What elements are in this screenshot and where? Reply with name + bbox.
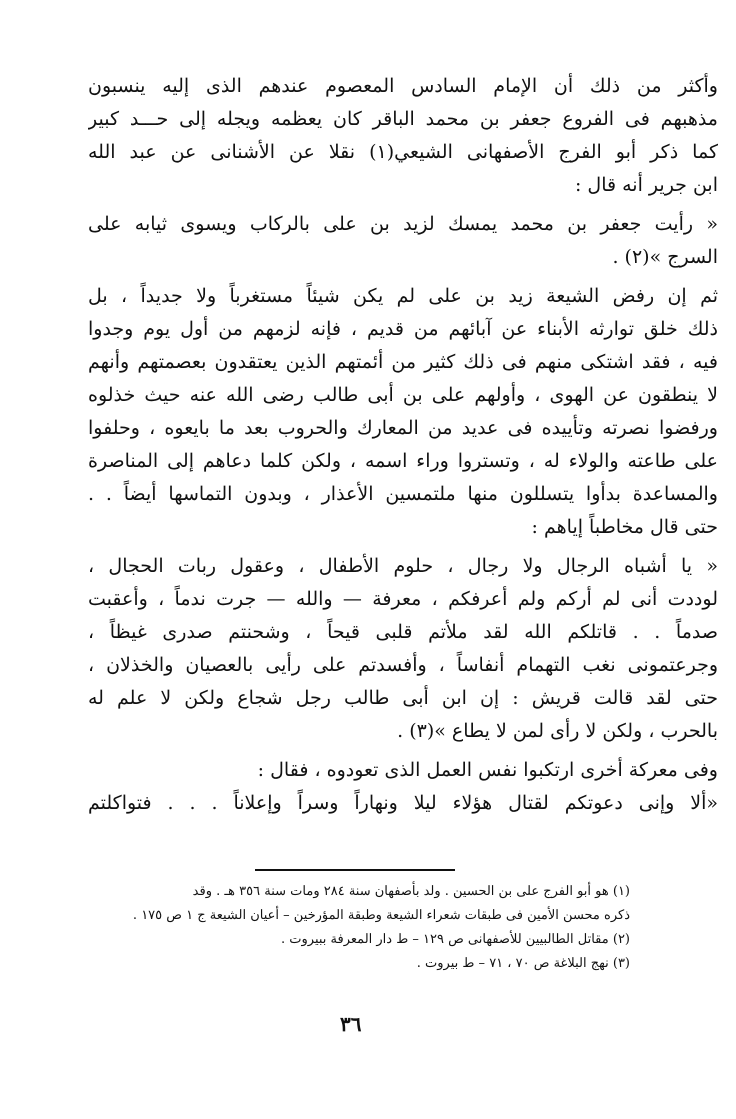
text-line: « يا أشباه الرجال ولا رجال ، حلوم الأطفال ، وعقول ربات الحجال ، bbox=[88, 555, 718, 577]
text-line: صدماً . . قاتلكم الله لقد ملأتم قلبى قيحاً ، وشحنتم صدرى غيظاً ، bbox=[88, 621, 718, 643]
text-line: مذهبهم فى الفروع جعفر بن محمد الباقر كان يعظمه ويجله إلى حـــد كبير bbox=[88, 108, 718, 130]
text-line: «ألا وإنى دعوتكم لقتال هؤلاء ليلا ونهاراً وسراً وإعلاناً . . . فتواكلتم bbox=[88, 792, 718, 814]
quote-paragraph bbox=[88, 208, 718, 274]
text-line: « رأيت جعفر بن محمد يمسك لزيد بن على بالركاب ويسوى ثيابه على bbox=[88, 213, 718, 235]
text-line: وفى معركة أخرى ارتكبوا نفس العمل الذى تعودوه ، فقال : bbox=[257, 759, 718, 781]
text-line: ابن جرير أنه قال : bbox=[574, 174, 718, 196]
page-number: ٣٦ bbox=[340, 1012, 362, 1036]
footnote-line: (١) هو أبو الفرج على بن الحسين . ولد بأصفهان سنة ٢٨٤ ومات سنة ٣٥٦ هـ . وقد bbox=[192, 884, 630, 899]
main-text bbox=[88, 70, 718, 826]
paragraph bbox=[88, 70, 718, 202]
text-line: على طاعته والولاء له ، وتستروا وراء اسمه ، ولكن كلما دعاهم إلى المناصرة bbox=[88, 450, 718, 472]
text-line: حتى قال مخاطباً إياهم : bbox=[531, 516, 718, 538]
text-line: لا ينطقون عن الهوى ، وأولهم على بن أبى طالب رضى الله عنه حيث خذلوه bbox=[88, 384, 718, 406]
quote-paragraph bbox=[88, 550, 718, 748]
footnote-divider bbox=[255, 869, 455, 871]
text-line: والمساعدة بدأوا يتسللون منها ملتمسين الأعذار ، وبدون التماسها أيضاً . . bbox=[88, 483, 718, 505]
text-line: ثم إن رفض الشيعة زيد بن على لم يكن شيئاً مستغرباً ولا جديداً ، بل bbox=[88, 285, 718, 307]
text-line: السرج »(٢) . bbox=[612, 246, 718, 268]
text-line: حتى لقد قالت قريش : إن ابن أبى طالب رجل شجاع ولكن لا علم له bbox=[88, 687, 718, 709]
text-line: لوددت أنى لم أركم ولم أعرفكم ، معرفة — والله — جرت ندماً ، وأعقبت bbox=[88, 588, 718, 610]
text-line: فيه ، فقد اشتكى منهم فى ذلك كثير من أئمتهم الذين يعتقدون بعصمتهم وأنهم bbox=[88, 351, 718, 373]
paragraph bbox=[88, 754, 718, 820]
text-line: وأكثر من ذلك أن الإمام السادس المعصوم عندهم الذى إليه ينسبون bbox=[88, 75, 718, 97]
footnote-line: (٢) مقاتل الطالبيين للأصفهانى ص ١٢٩ – ط دار المعرفة ببيروت . bbox=[281, 932, 630, 947]
footnote-line: (٣) نهج البلاغة ص ٧٠ ، ٧١ – ط بيروت . bbox=[416, 956, 630, 971]
text-line: ورفضوا نصرته وتأييده فى عديد من المعارك والحروب بعد ما بايعوه ، وحلفوا bbox=[88, 417, 718, 439]
text-line: كما ذكر أبو الفرج الأصفهانى الشيعي(١) نقلا عن الأشنانى عن عبد الله bbox=[88, 141, 718, 163]
text-line: وجرعتمونى نغب التهمام أنفاساً ، وأفسدتم على رأيى بالعصيان والخذلان ، bbox=[88, 654, 718, 676]
text-line: بالحرب ، ولكن لا رأى لمن لا يطاع »(٣) . bbox=[397, 720, 718, 742]
paragraph bbox=[88, 280, 718, 544]
footnotes bbox=[70, 880, 630, 976]
text-line: ذلك خلق توارثه الأبناء عن آبائهم من قديم ، فإنه لزمهم من أول يوم وجدوا bbox=[88, 318, 718, 340]
footnote-line: ذكره محسن الأمين فى طبقات شعراء الشيعة وطبقة المؤرخين – أعيان الشيعة ج ١ ص ١٧٥ . bbox=[132, 908, 630, 923]
